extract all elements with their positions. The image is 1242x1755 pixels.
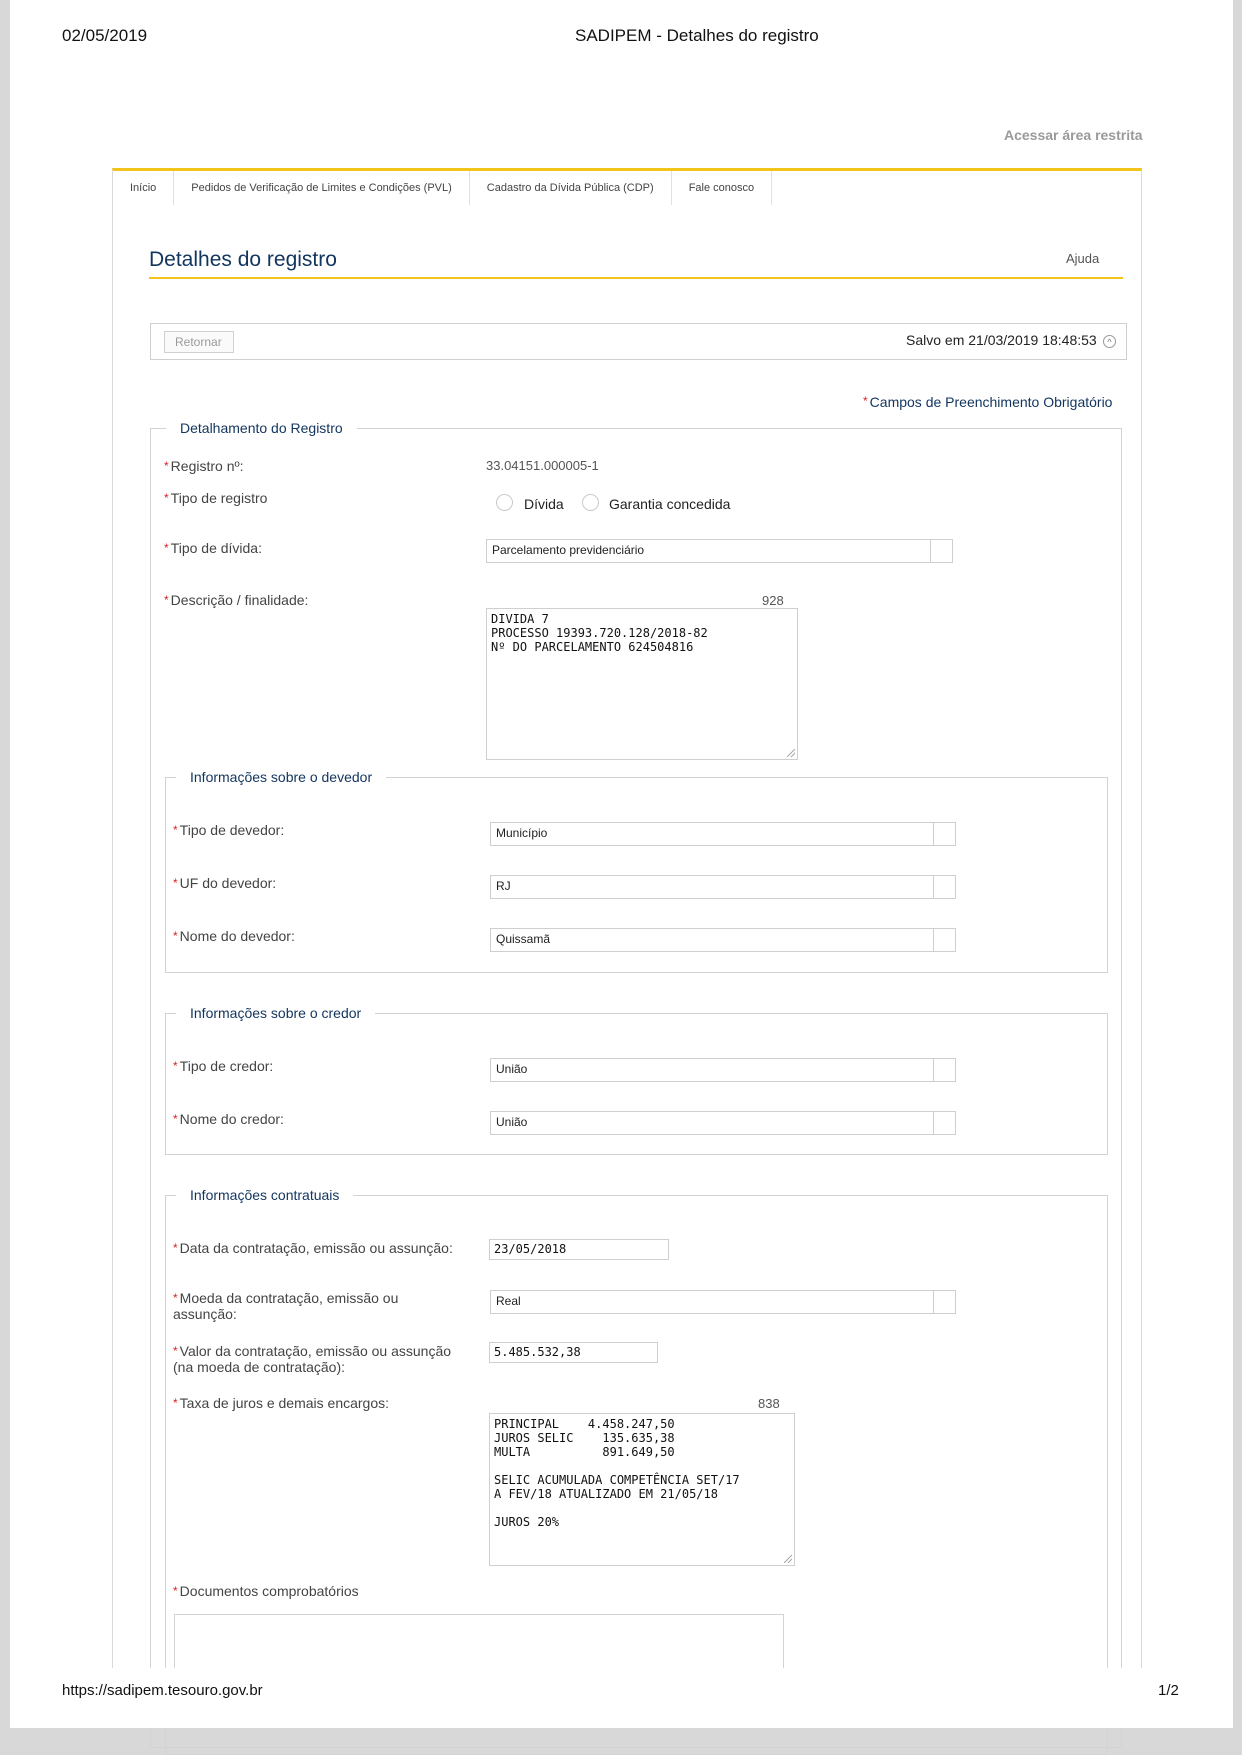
credor-legend: Informações sobre o credor [176, 1005, 375, 1021]
nav-item-cdp[interactable]: Cadastro da Dívida Pública (CDP) [470, 171, 672, 205]
detalhamento-legend: Detalhamento do Registro [166, 420, 357, 436]
select-arrow-icon [933, 1291, 955, 1313]
moeda-label: * Moeda da contratação, emissão ou assunção: [173, 1290, 399, 1322]
return-button[interactable]: Retornar [164, 331, 234, 353]
help-link[interactable]: Ajuda [1066, 251, 1100, 266]
print-page-number: 1/2 [1158, 1682, 1179, 1699]
page-title: Detalhes do registro [149, 248, 337, 271]
main-nav [113, 171, 772, 205]
nome-devedor-label: * Nome do devedor: [173, 928, 295, 944]
uf-devedor-select[interactable]: RJ [490, 875, 956, 899]
contratuais-legend: Informações contratuais [176, 1187, 353, 1203]
data-contratacao-input[interactable]: 23/05/2018 [489, 1239, 669, 1260]
tipo-credor-label: * Tipo de credor: [173, 1058, 274, 1074]
select-arrow-icon [933, 1059, 955, 1081]
print-title: SADIPEM - Detalhes do registro [575, 26, 819, 45]
nome-devedor-select[interactable]: Quissamã [490, 928, 956, 952]
valor-input[interactable]: 5.485.532,38 [489, 1342, 658, 1363]
taxa-textarea[interactable]: PRINCIPAL 4.458.247,50 JUROS SELIC 135.635,38 MULTA 891.649,50 SELIC ACUMULADA COMPETÊNCIA SET/17 A FEV/18 ATUALIZADO EM 21/05/18 JUROS 20% [489, 1413, 795, 1566]
valor-label: * Valor da contratação, emissão ou assunção (na moeda de contratação): [173, 1343, 452, 1375]
devedor-legend: Informações sobre o devedor [176, 769, 386, 785]
tipo-divida-label: * Tipo de dívida: [164, 540, 262, 556]
taxa-counter: 838 [758, 1396, 780, 1411]
nav-item-fale-conosco[interactable]: Fale conosco [672, 171, 772, 205]
tipo-devedor-select[interactable]: Município [490, 822, 956, 846]
restricted-area-link[interactable]: Acessar área restrita [1004, 127, 1143, 143]
print-url: https://sadipem.tesouro.gov.br [62, 1682, 263, 1699]
descricao-textarea[interactable]: DIVIDA 7 PROCESSO 19393.720.128/2018-82 Nº DO PARCELAMENTO 624504816 [486, 608, 798, 760]
moeda-select[interactable]: Real [490, 1290, 956, 1314]
resize-grip-icon [784, 1555, 792, 1563]
descricao-counter: 928 [762, 593, 784, 608]
documentos-label: * Documentos comprobatórios [173, 1583, 359, 1599]
select-arrow-icon [930, 540, 952, 562]
saved-status: Salvo em 21/03/2019 18:48:53 [906, 332, 1097, 348]
data-contratacao-label: * Data da contratação, emissão ou assunção: [173, 1240, 453, 1256]
taxa-label: * Taxa de juros e demais encargos: [173, 1395, 390, 1411]
required-fields-note: * Campos de Preenchimento Obrigatório [863, 394, 1113, 410]
descricao-label: * Descrição / finalidade: [164, 592, 309, 608]
tipo-credor-select[interactable]: União [490, 1058, 956, 1082]
nome-credor-label: * Nome do credor: [173, 1111, 284, 1127]
radio-garantia-label: Garantia concedida [609, 496, 731, 512]
print-date: 02/05/2019 [62, 26, 148, 45]
nav-item-inicio[interactable]: Início [113, 171, 174, 205]
radio-garantia[interactable] [582, 494, 599, 511]
tipo-registro-label: * Tipo de registro [164, 490, 268, 506]
uf-devedor-label: * UF do devedor: [173, 875, 277, 891]
tipo-devedor-label: * Tipo de devedor: [173, 822, 285, 838]
tipo-divida-select[interactable]: Parcelamento previdenciário [486, 539, 953, 563]
title-underline [149, 277, 1123, 279]
select-arrow-icon [933, 1112, 955, 1134]
radio-divida[interactable] [496, 494, 513, 511]
collapse-icon[interactable]: ^ [1103, 335, 1116, 348]
registro-label: * Registro nº: [164, 458, 244, 474]
resize-grip-icon [787, 749, 795, 757]
registro-value: 33.04151.000005-1 [486, 458, 599, 473]
nome-credor-select[interactable]: União [490, 1111, 956, 1135]
select-arrow-icon [933, 876, 955, 898]
nav-item-pvl[interactable]: Pedidos de Verificação de Limites e Condições (PVL) [174, 171, 469, 205]
select-arrow-icon [933, 823, 955, 845]
radio-divida-label: Dívida [524, 496, 564, 512]
select-arrow-icon [933, 929, 955, 951]
